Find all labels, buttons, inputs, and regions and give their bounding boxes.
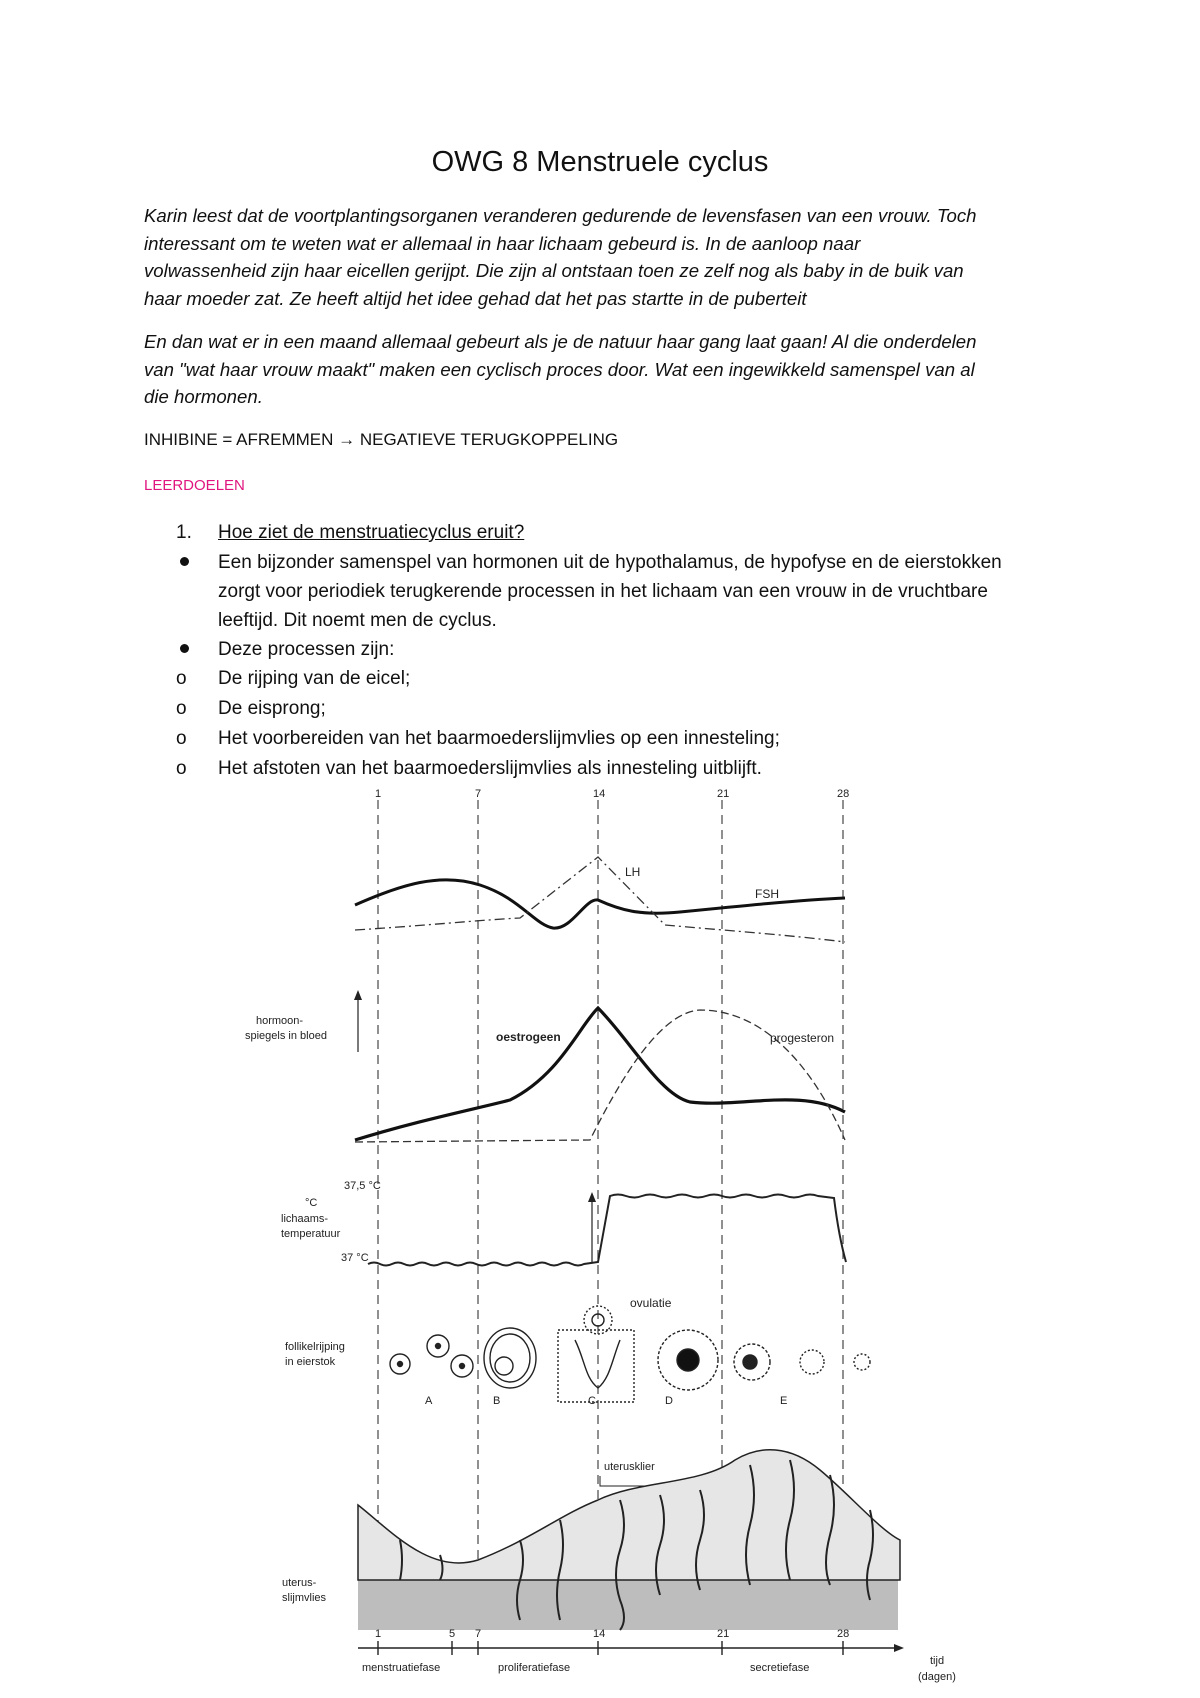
day-label: 7	[475, 788, 482, 800]
phase-label: secretiefase	[750, 1662, 810, 1674]
temperature-low-label: 37 °C	[341, 1252, 369, 1264]
hormone-axis-label: hormoon-	[256, 1015, 304, 1027]
day-label: 1	[375, 788, 382, 800]
lh-label: LH	[625, 865, 641, 879]
phase-label: proliferatiefase	[498, 1662, 571, 1674]
mucosa-base	[358, 1580, 898, 1630]
bottom-day-label: 28	[837, 1628, 850, 1640]
circle-bullet-icon: o	[176, 728, 187, 749]
stage-label: C	[588, 1395, 596, 1407]
inhibine-right: NEGATIEVE TERUGKOPPELING	[359, 430, 619, 449]
question-number: 1.	[176, 522, 192, 543]
intro-line: haar moeder zat. Ze heeft altijd het idee gehad dat het pas startte in de puberteit	[144, 287, 807, 309]
stage-label: E	[780, 1395, 788, 1407]
process-text: Het afstoten van het baarmoederslijmvlies als innesteling uitblijft.	[218, 758, 762, 779]
temperature-axis-label: temperatuur	[281, 1228, 341, 1240]
stage-label: A	[425, 1395, 433, 1407]
intro2-line: van "wat haar vrouw maakt" maken een cyclisch proces door. Wat een ingewikkeld samenspel van al	[144, 358, 975, 380]
process-text: De eisprong;	[218, 698, 326, 719]
time-axis-label: tijd	[930, 1655, 945, 1667]
day-label: 28	[837, 788, 850, 800]
time-axis-label: (dagen)	[918, 1671, 956, 1683]
bottom-day-label: 5	[449, 1628, 456, 1640]
follicle-axis-label: in eierstok	[285, 1356, 336, 1368]
mucosa-axis-label: slijmvlies	[282, 1592, 326, 1604]
question-text: Hoe ziet de menstruatiecyclus eruit?	[218, 522, 525, 543]
goals-heading: LEERDOELEN	[144, 477, 245, 494]
hormone-axis-label: spiegels in bloed	[245, 1030, 327, 1042]
stage-label: D	[665, 1395, 673, 1407]
bottom-day-label: 21	[717, 1628, 730, 1640]
phase-label: menstruatiefase	[362, 1662, 441, 1674]
mucosa-axis-label: uterus-	[282, 1577, 317, 1589]
stage-label: B	[493, 1395, 501, 1407]
follicle-axis-label: follikelrijping	[285, 1341, 345, 1353]
bullet-text: Deze processen zijn:	[218, 639, 395, 660]
intro2-line: die hormonen.	[144, 386, 263, 407]
circle-bullet-icon: o	[176, 668, 187, 689]
circle-bullet-icon: o	[176, 698, 187, 719]
bottom-day-label: 7	[475, 1628, 482, 1640]
follicle-stages	[390, 1306, 870, 1402]
ovulation-label: ovulatie	[630, 1296, 672, 1310]
bottom-day-label: 1	[375, 1628, 382, 1640]
day-label: 21	[717, 788, 730, 800]
arrow-icon: →	[338, 430, 356, 449]
temperature-unit-label: °C	[305, 1197, 318, 1209]
page-title: OWG 8 Menstruele cyclus	[431, 146, 769, 178]
intro-line: volwassenheid zijn haar eicellen gerijpt. Die zijn al ontstaan toen ze zelf nog als baby in de buik van	[144, 260, 964, 281]
oestrogen-label: oestrogeen	[496, 1030, 561, 1044]
temperature-axis-label: lichaams-	[281, 1213, 329, 1225]
bullet-line: leeftijd. Dit noemt men de cyclus.	[218, 610, 497, 631]
progesterone-label: progesteron	[770, 1031, 835, 1045]
circle-bullet-icon: o	[176, 758, 187, 779]
day-label: 14	[593, 788, 606, 800]
bullet-line: Een bijzonder samenspel van hormonen uit de hypothalamus, de hypofyse en de eierstokken	[218, 552, 1002, 573]
bullet-line: zorgt voor periodiek terugkerende processen in het lichaam van een vrouw in de vruchtbare	[218, 581, 988, 602]
fsh-label: FSH	[755, 887, 779, 901]
process-text: De rijping van de eicel;	[218, 668, 411, 689]
inhibine-left: INHIBINE = AFREMMEN	[144, 430, 334, 449]
temperature-high-label: 37,5 °C	[344, 1180, 381, 1192]
intro-line: Karin leest dat de voortplantingsorganen veranderen gedurende de levensfasen van een vrouw. Toch	[144, 205, 977, 226]
intro2-line: En dan wat er in een maand allemaal gebeurt als je de natuur haar gang laat gaan! Al die onderdelen	[144, 331, 977, 352]
uterine-gland-label: uterusklier	[604, 1461, 655, 1473]
intro-line: interessant om te weten wat er allemaal in haar lichaam gebeurd is. In de aanloop naar	[144, 232, 861, 254]
process-text: Het voorbereiden van het baarmoederslijmvlies op een innesteling;	[218, 728, 780, 749]
bottom-day-label: 14	[593, 1628, 606, 1640]
